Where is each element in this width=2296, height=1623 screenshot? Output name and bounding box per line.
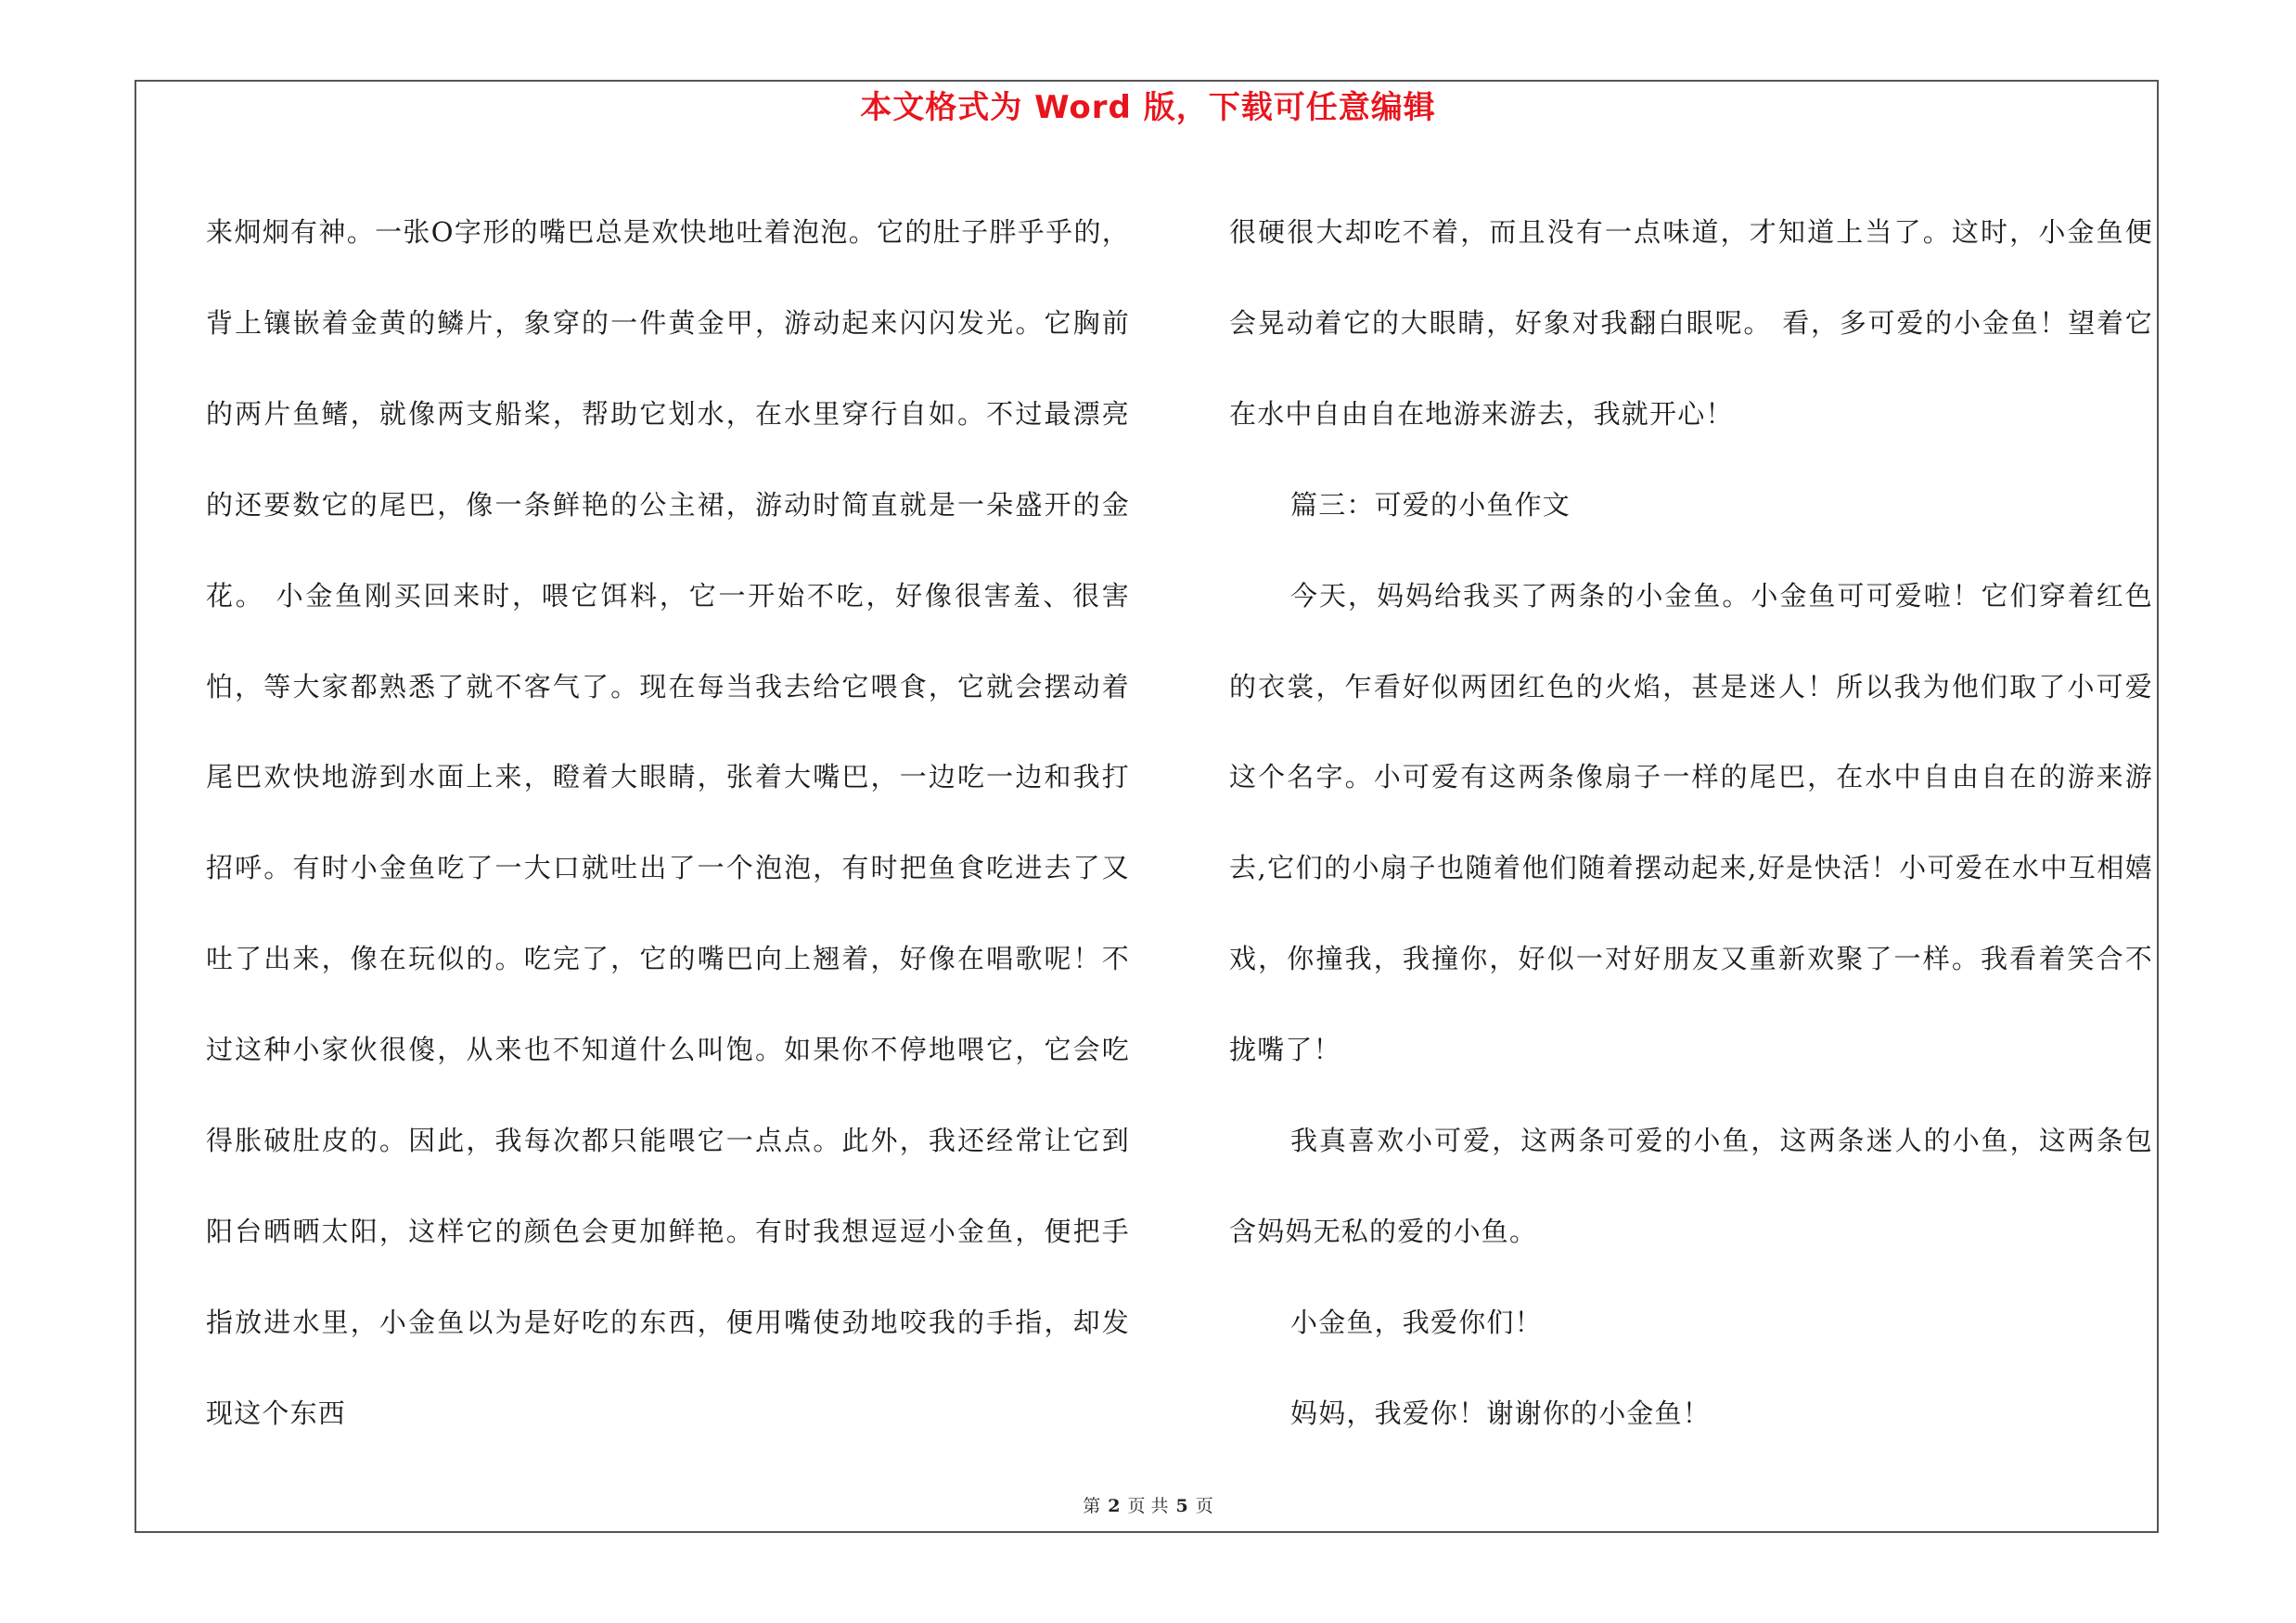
- total-page-count: 5: [1175, 1496, 1188, 1516]
- body-paragraph: 妈妈，我爱你！谢谢你的小金鱼！: [1290, 1397, 1712, 1429]
- body-paragraph: 今天，妈妈给我买了两条的小金鱼。小金鱼可可爱啦！它们穿着红色的衣裳，乍看好似两团红色的火焰，甚是迷人！所以我为他们取了小可爱这个名字。小可爱有这两条像扇子一样的尾巴，在水中自由自在的游来游去,它们的小扇子也随着他们随着摆动起来,好是快活！小可爱在水中互相嬉戏，你撞我，我撞你，好似一对好朋友又重新欢聚了一样。我看着笑合不拢嘴了！: [1229, 579, 2153, 1066]
- footer-prefix: 第: [1083, 1496, 1101, 1516]
- body-paragraph: 来炯炯有神。一张O字形的嘴巴总是欢快地吐着泡泡。它的肚子胖乎乎的，背上镶嵌着金黄的鳞片，象穿的一件黄金甲，游动起来闪闪发光。它胸前的两片鱼鳍，就像两支船桨，帮助它划水，在水里穿行自如。不过最漂亮的还要数它的尾巴，像一条鲜艳的公主裙，游动时简直就是一朵盛开的金花。 小金鱼刚买回来时，喂它饵料，它一开始不吃，好像很害羞、很害怕，等大家都熟悉了就不客气了。现在每当我去给它喂食，它就会摆动着尾巴欢快地游到水面上来，瞪着大眼睛，张着大嘴巴，一边吃一边和我打招呼。有时小金鱼吃了一大口就吐出了一个泡泡，有时把鱼食吃进去了又吐了出来，像在玩似的。吃完了，它的嘴巴向上翘着，好像在唱歌呢！不过这种小家伙很傻，从来也不知道什么叫饱。如果你不停地喂它，它会吃得胀破肚皮的。因此，我每次都只能喂它一点点。此外，我还经常让它到阳台晒晒太阳，这样它的颜色会更加鲜艳。有时我想逗逗小金鱼，便把手指放进水里，小金鱼以为是好吃的东西，便用嘴使劲地咬我的手指，却发现这个东西: [206, 216, 1130, 1429]
- body-paragraph: 我真喜欢小可爱，这两条可爱的小鱼，这两条迷人的小鱼，这两条包含妈妈无私的爱的小鱼。: [1229, 1125, 2153, 1247]
- left-column: [206, 187, 1130, 1460]
- section-title: 篇三：可爱的小鱼作文: [1290, 488, 1571, 521]
- footer-middle: 页 共: [1127, 1496, 1169, 1516]
- right-column: [1229, 187, 2153, 1460]
- body-paragraph: 很硬很大却吃不着，而且没有一点味道，才知道上当了。这时，小金鱼便会晃动着它的大眼睛，好象对我翻白眼呢。 看，多可爱的小金鱼！望着它在水中自由自在地游来游去，我就开心！: [1229, 216, 2153, 430]
- footer-suffix: 页: [1195, 1496, 1213, 1516]
- word-format-banner: 本文格式为 Word 版，下载可任意编辑: [860, 89, 1436, 126]
- current-page-number: 2: [1108, 1496, 1121, 1516]
- body-paragraph: 小金鱼，我爱你们！: [1290, 1306, 1543, 1338]
- page-number-footer: [0, 1495, 2296, 1517]
